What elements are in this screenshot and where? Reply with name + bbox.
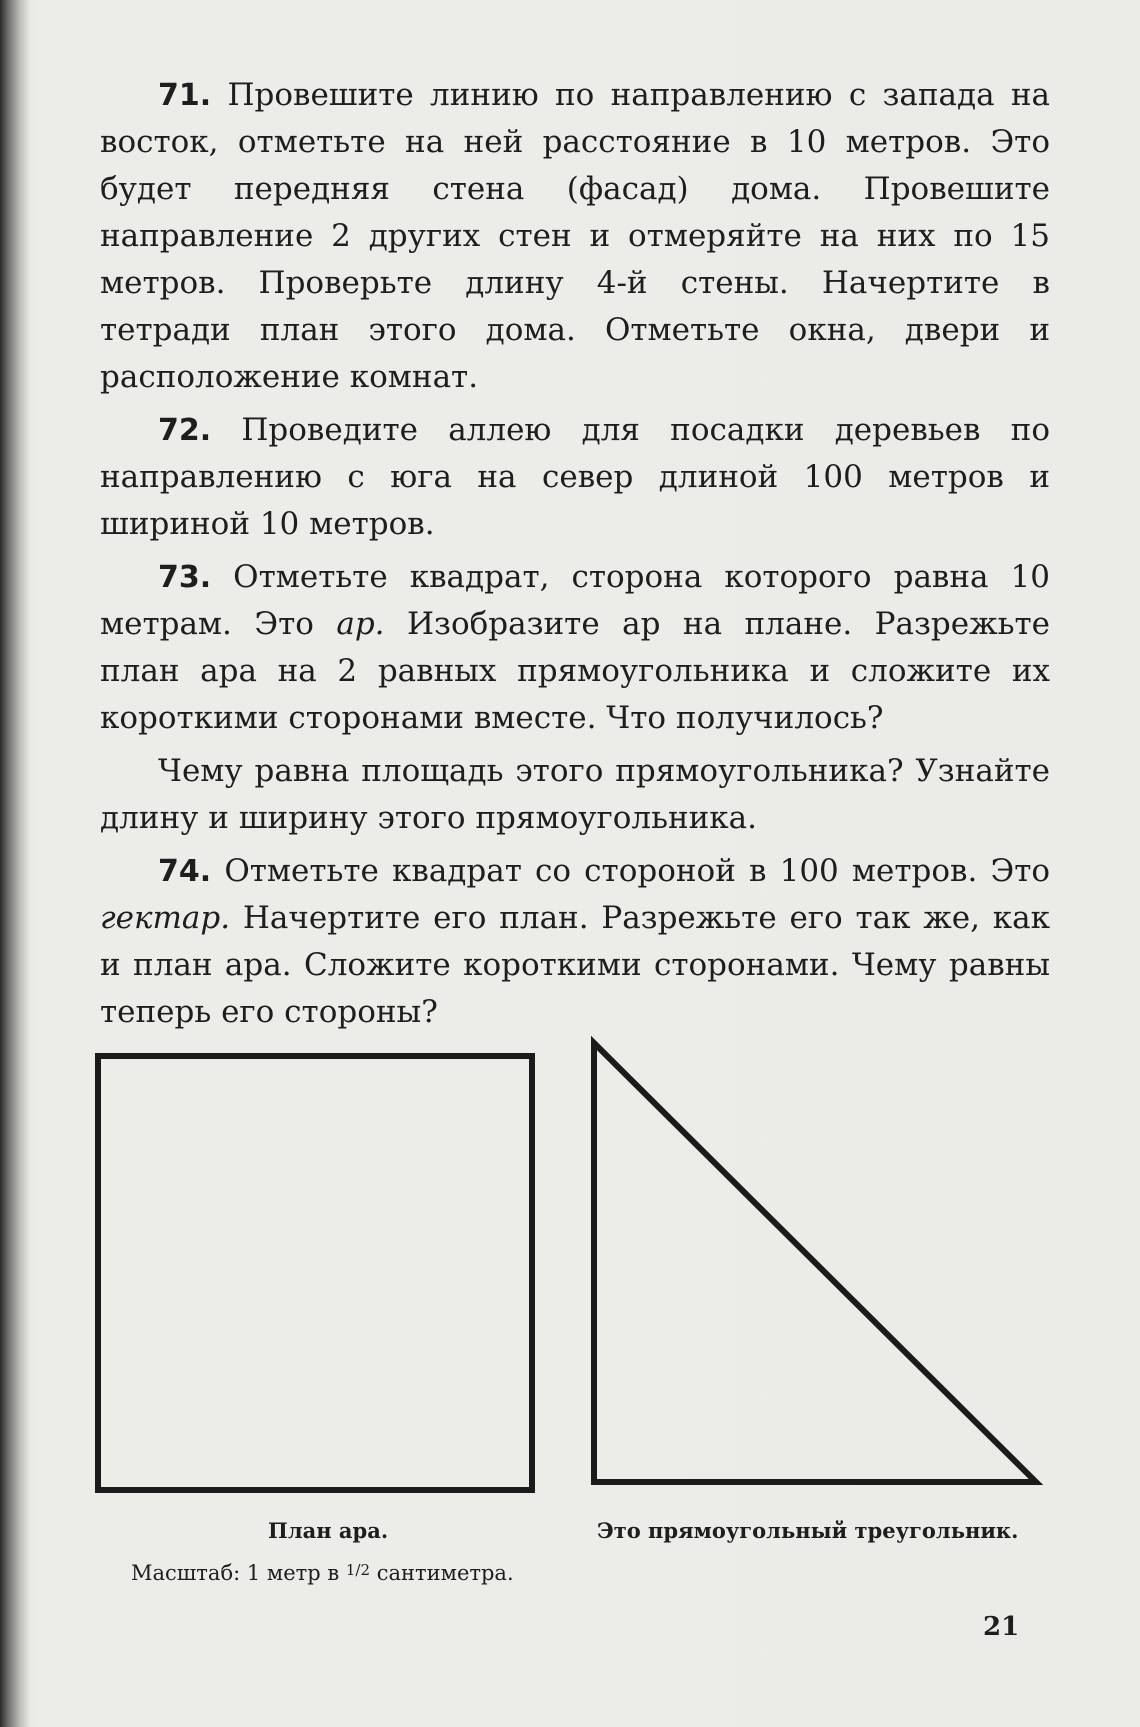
- problem-text: Отметьте квадрат со стороной в 100 метров. Это: [224, 853, 1051, 889]
- problem-74: [100, 848, 1050, 1036]
- scale-caption: [131, 1561, 514, 1585]
- problem-73: [100, 554, 1050, 742]
- problem-text: Отметьте квадрат, сторона которого равна 10 метрам. Это: [100, 559, 1050, 642]
- text-block: [100, 72, 1050, 1042]
- book-spine-shadow: [0, 0, 30, 1727]
- problem-72: [100, 407, 1050, 548]
- scale-text: Масштаб: 1 метр в: [131, 1561, 340, 1585]
- problem-73-continuation: Чему равна площадь этого прямоугольника? Узнайте длину и ширину этого прямоугольника.: [100, 753, 1050, 836]
- problem-number: 74.: [158, 854, 212, 889]
- ar-square-figure: [95, 1053, 535, 1493]
- problem-text: Изобразите ар на плане. Разрежьте план ара на 2 равных прямоугольника и сложите их короткими сторонами вместе. Что получилось?: [100, 606, 1050, 736]
- problem-number: 72.: [158, 413, 212, 448]
- problem-text: Проведите аллею для посадки деревьев по направлению с юга на север длиной 100 метров и шириной 10 метров.: [100, 412, 1051, 542]
- term-ar: ар.: [336, 606, 385, 642]
- term-hectare: гектар.: [100, 900, 231, 936]
- problem-text: Начертите его план. Разрежьте его так же, как и план ара. Сложите короткими сторонами. Чему равны теперь его стороны?: [100, 900, 1050, 1030]
- page-number: 21: [983, 1612, 1020, 1642]
- triangle-caption: Это прямоугольный треугольник.: [597, 1518, 1019, 1543]
- problem-number: 71.: [158, 78, 212, 113]
- problem-71: [100, 72, 1050, 401]
- triangle-outline: [594, 1043, 1036, 1482]
- square-caption: План ара.: [268, 1518, 389, 1543]
- right-triangle-figure: [585, 1035, 1045, 1495]
- problem-text: Провешите линию по направлению с запада на восток, отметьте на ней расстояние в 10 метров. Это будет передняя стена (фасад) дома. Провешите направление 2 других стен и отмеряйте на них по 15 метров. Проверьте длину 4-й стены. Начертите в тетради план этого дома. Отметьте окна, двери и расположение комнат.: [100, 77, 1051, 395]
- problem-number: 73.: [158, 560, 212, 595]
- scale-unit: сантиметра.: [376, 1561, 514, 1585]
- scale-fraction: 1/2: [345, 1561, 371, 1579]
